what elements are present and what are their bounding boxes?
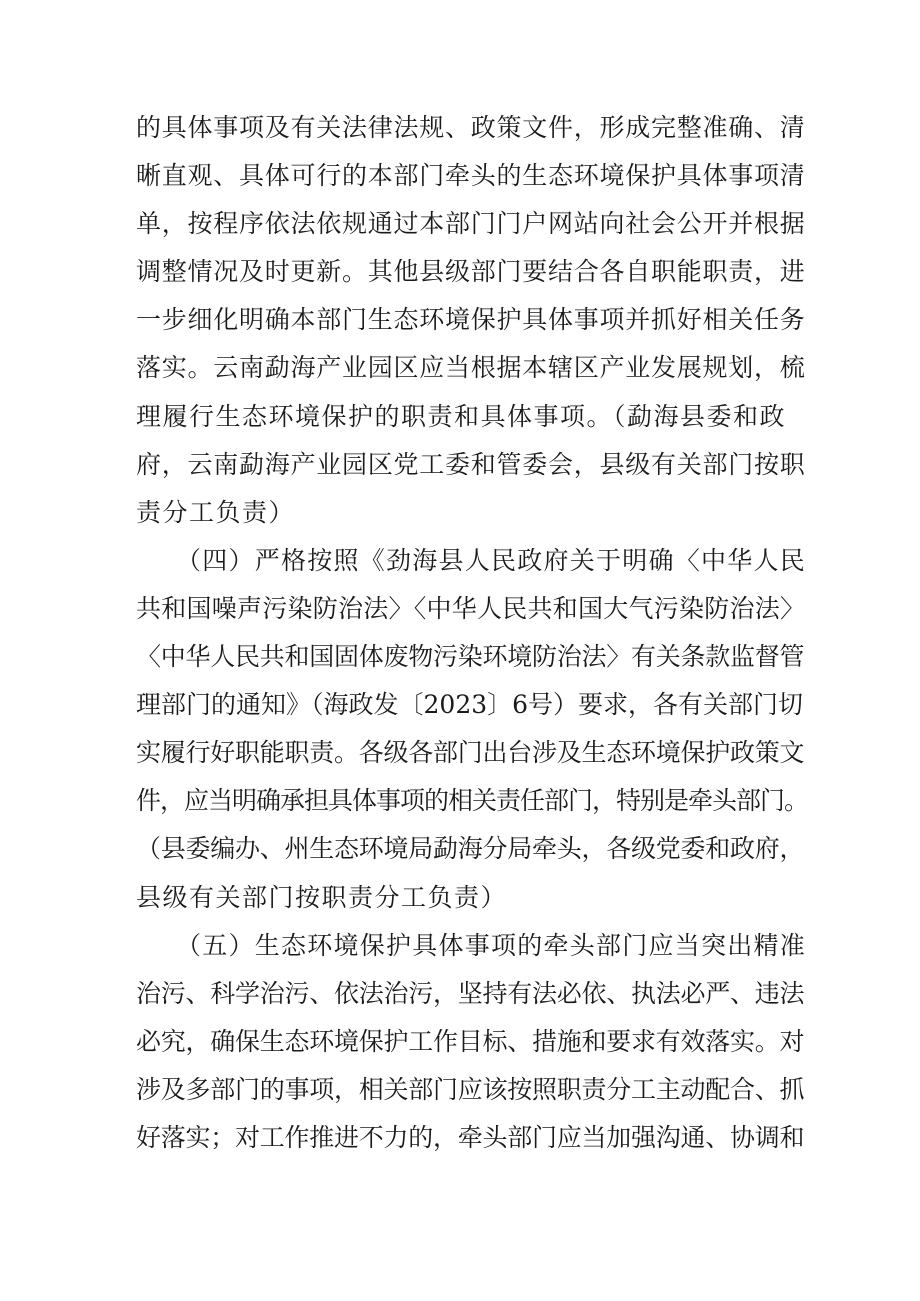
text-line: 落实。云南勐海产业园区应当根据本辖区产业发展规划，梳	[136, 353, 806, 383]
text-line: 晰直观、具体可行的本部门牵头的生态环境保护具体事项清	[136, 161, 806, 191]
paragraph-start-line: （四）严格按照《劲海县人民政府关于明确〈中华人民	[136, 545, 807, 575]
text-line: （县委编办、州生态环境局勐海分局牵头，各级党委和政府，	[136, 834, 805, 864]
text-line: 县级有关部门按职责分工负责）	[136, 882, 508, 912]
paragraph-start-line: （五）生态环境保护具体事项的牵头部门应当突出精准	[136, 930, 807, 960]
text-line: 涉及多部门的事项，相关部门应该按照职责分工主动配合、抓	[136, 1074, 805, 1104]
text-line: 必究，确保生态环境保护工作目标、措施和要求有效落实。对	[136, 1026, 805, 1056]
text-line: 的具体事项及有关法律法规、政策文件，形成完整准确、清	[136, 113, 806, 142]
text-line: 府，云南勐海产业园区党工委和管委会，县级有关部门按职	[136, 449, 806, 479]
text-line: 责分工负责）	[136, 497, 296, 527]
text-line: 好落实；对工作推进不力的，牵头部门应当加强沟通、协调和	[136, 1122, 805, 1152]
text-line: 〈中华人民共和国固体废物污染环境防治法〉有关条款监督管	[136, 642, 805, 672]
text-line: 共和国噪声污染防治法〉〈中华人民共和国大气污染防治法〉	[136, 593, 806, 623]
text-line: 一步细化明确本部门生态环境保护具体事项并抓好相关任务	[136, 305, 806, 335]
text-line: 治污、科学治污、依法治污，坚持有法必依、执法必严、违法	[136, 978, 805, 1008]
text-line: 理履行生态环境保护的职责和具体事项。（勐海县委和政	[136, 401, 787, 431]
text-line: 实履行好职能职责。各级各部门出台涉及生态环境保护政策文	[136, 738, 805, 768]
text-line: 件，应当明确承担具体事项的相关责任部门，特别是牵头部门。	[136, 786, 809, 816]
text-line: 调整情况及时更新。其他县级部门要结合各自职能职责，进	[136, 257, 806, 287]
text-line: 理部门的通知》（海政发〔2023〕6号）要求，各有关部门切	[136, 690, 804, 720]
body-text	[136, 104, 808, 1162]
text-line: 单，按程序依法依规通过本部门门户网站向社会公开并根据	[136, 209, 806, 239]
